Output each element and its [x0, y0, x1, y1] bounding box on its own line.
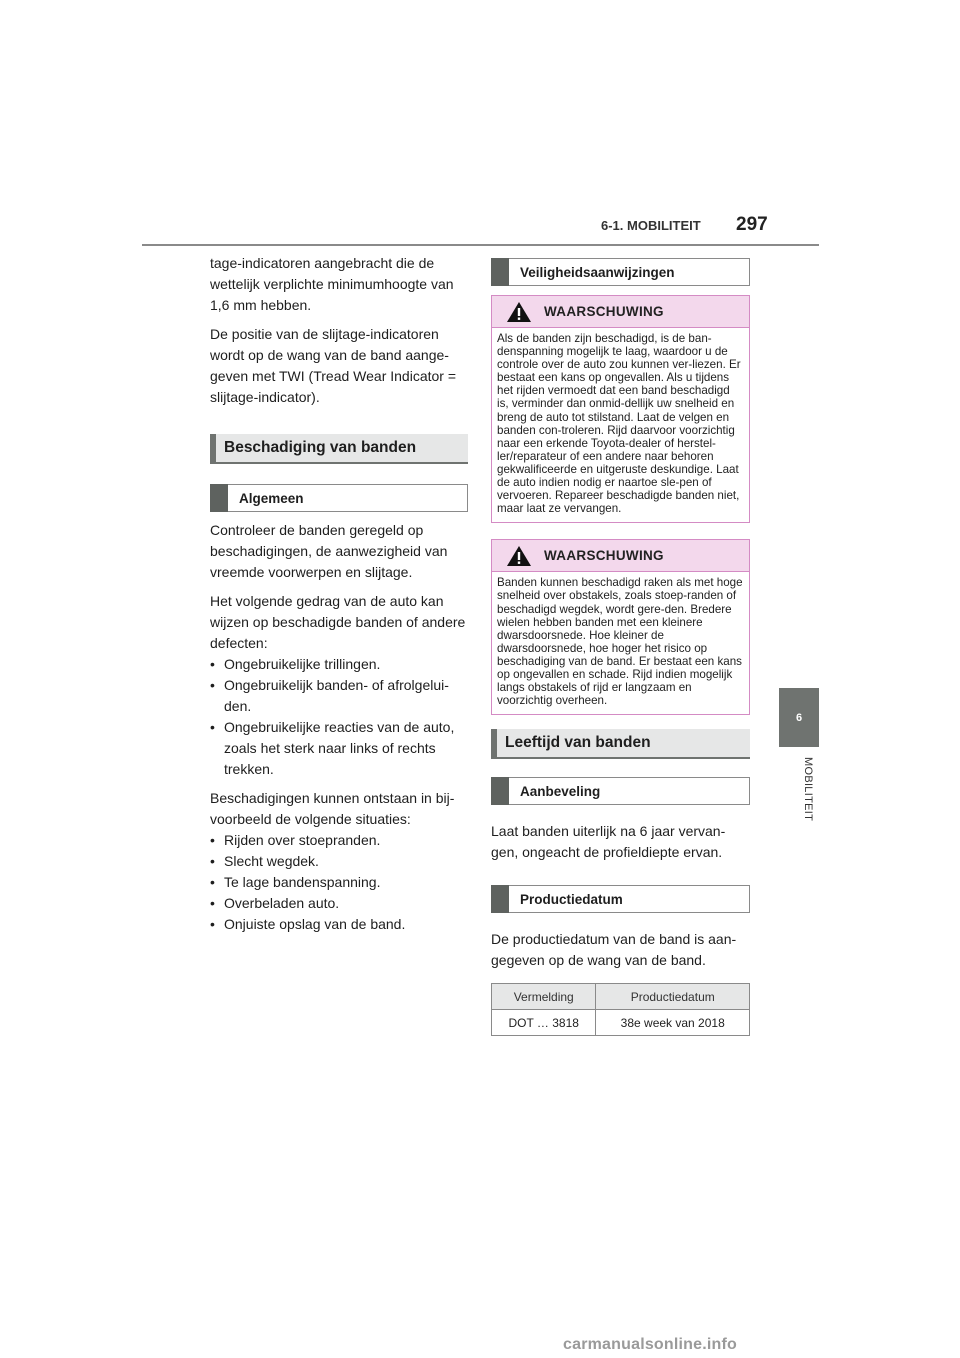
list-item: • Ongebruikelijk banden- of afrolgelui-den. — [210, 675, 468, 717]
paragraph-production-date: De productiedatum van de band is aan-gegeven op de wang van de band. — [491, 931, 737, 969]
list-item: • Slecht wegdek. — [210, 851, 468, 872]
header-rule — [142, 244, 819, 246]
intro-paragraph: tage-indicatoren aangebracht die de wettelijk verplichte minimumhoogte van 1,6 mm hebben. — [210, 255, 454, 313]
subsection-heading-safety: Veiligheidsaanwijzingen — [491, 258, 750, 286]
intro-paragraph: De positie van de slijtage-indicatoren wordt op de wang van de band aange-geven met TWI (Tread Wear Indicator = slijtage-indicator). — [210, 326, 457, 405]
list-item: • Ongebruikelijke trillingen. — [210, 654, 468, 675]
warning-box — [491, 539, 750, 715]
subsection-heading-general: Algemeen — [210, 484, 468, 512]
paragraph-situations: Beschadigingen kunnen ontstaan in bij-voorbeeld de volgende situaties: — [210, 790, 455, 827]
warning-title: WAARSCHUWING — [544, 304, 664, 319]
situations-list — [210, 830, 468, 935]
table-header-row — [492, 984, 750, 1010]
warning-triangle-icon — [506, 301, 532, 323]
list-item: • Onjuiste opslag van de band. — [210, 914, 468, 935]
right-column — [491, 258, 750, 1036]
warning-text: Banden kunnen beschadigd raken als met hoge snelheid over obstakels, zoals stoep-randen of beschadigd wegdek, wordt gere-den. Bredere wielen hebben banden met een kleinere dwarsdoorsnede. Hoe kleiner de dwarsdoorsnede, hoe hoger het risico op beschadiging van de band. Er bestaat een kans op ongevallen en schade. Rijd indien mogelijk langs obstakels of rijd er langzaam en voorzichtig overheen. — [497, 576, 743, 708]
page-number: 297 — [736, 214, 768, 235]
subsection-heading-advice: Aanbeveling — [491, 777, 750, 805]
warning-header — [492, 296, 749, 328]
table-header-cell: Productiedatum — [596, 984, 750, 1010]
watermark: carmanualsonline.info — [563, 1336, 738, 1353]
subsection-heading-production-date: Productiedatum — [491, 885, 750, 913]
warning-triangle-icon — [506, 545, 532, 567]
list-item: • Te lage bandenspanning. — [210, 872, 468, 893]
chapter-label: MOBILITEIT — [802, 757, 814, 822]
production-date-table — [491, 983, 750, 1036]
running-header: 6-1. MOBILITEIT — [601, 218, 701, 233]
section-heading-damage: Beschadiging van banden — [210, 434, 468, 464]
warning-text: Als de banden zijn beschadigd, is de ban-denspanning mogelijk te laag, waardoor u de controle over de auto zou kunnen ver-liezen. Er bestaat een kans op ongevallen. Als u tijdens het rijden vermoedt dat een band beschadigd is, verminder dan onmid-dellijk uw snelheid en breng de auto tot stilstand. Laat de velgen en banden con-troleren. Rijd daarvoor voorzichtig naar een erkende Toyota-dealer of herstel-ler/reparateur of een andere naar behoren gekwalificeerde en uitgeruste deskundige. Laat de auto indien nodig er naartoe sle-pen of vervoeren. Repareer beschadigde banden niet, maar laat ze vervangen. — [497, 332, 741, 516]
chapter-number: 6 — [795, 711, 803, 724]
section-heading-tire-age: Leeftijd van banden — [491, 729, 750, 759]
left-column — [210, 253, 468, 935]
list-item: • Ongebruikelijke reacties van de auto, zoals het sterk naar links of rechts trekken. — [210, 717, 468, 780]
warning-title: WAARSCHUWING — [544, 548, 664, 564]
paragraph-behaviour: Het volgende gedrag van de auto kan wijzen op beschadigde banden of andere defecten: — [210, 593, 466, 651]
list-item: • Rijden over stoepranden. — [210, 830, 468, 851]
paragraph-check: Controleer de banden geregeld op beschadigingen, de aanwezigheid van vreemde voorwerpen en slijtage. — [210, 522, 448, 580]
warning-box — [491, 295, 750, 523]
table-cell: DOT … 3818 — [492, 1010, 596, 1036]
paragraph-advice: Laat banden uiterlijk na 6 jaar vervan-gen, ongeacht de profieldiepte ervan. — [491, 823, 726, 861]
table-cell: 38e week van 2018 — [596, 1010, 750, 1036]
warning-header — [492, 540, 749, 572]
list-item: • Overbeladen auto. — [210, 893, 468, 914]
table-header-cell: Vermelding — [492, 984, 596, 1010]
table-row — [492, 1010, 750, 1036]
chapter-tab — [779, 688, 819, 747]
behaviour-list — [210, 654, 468, 780]
